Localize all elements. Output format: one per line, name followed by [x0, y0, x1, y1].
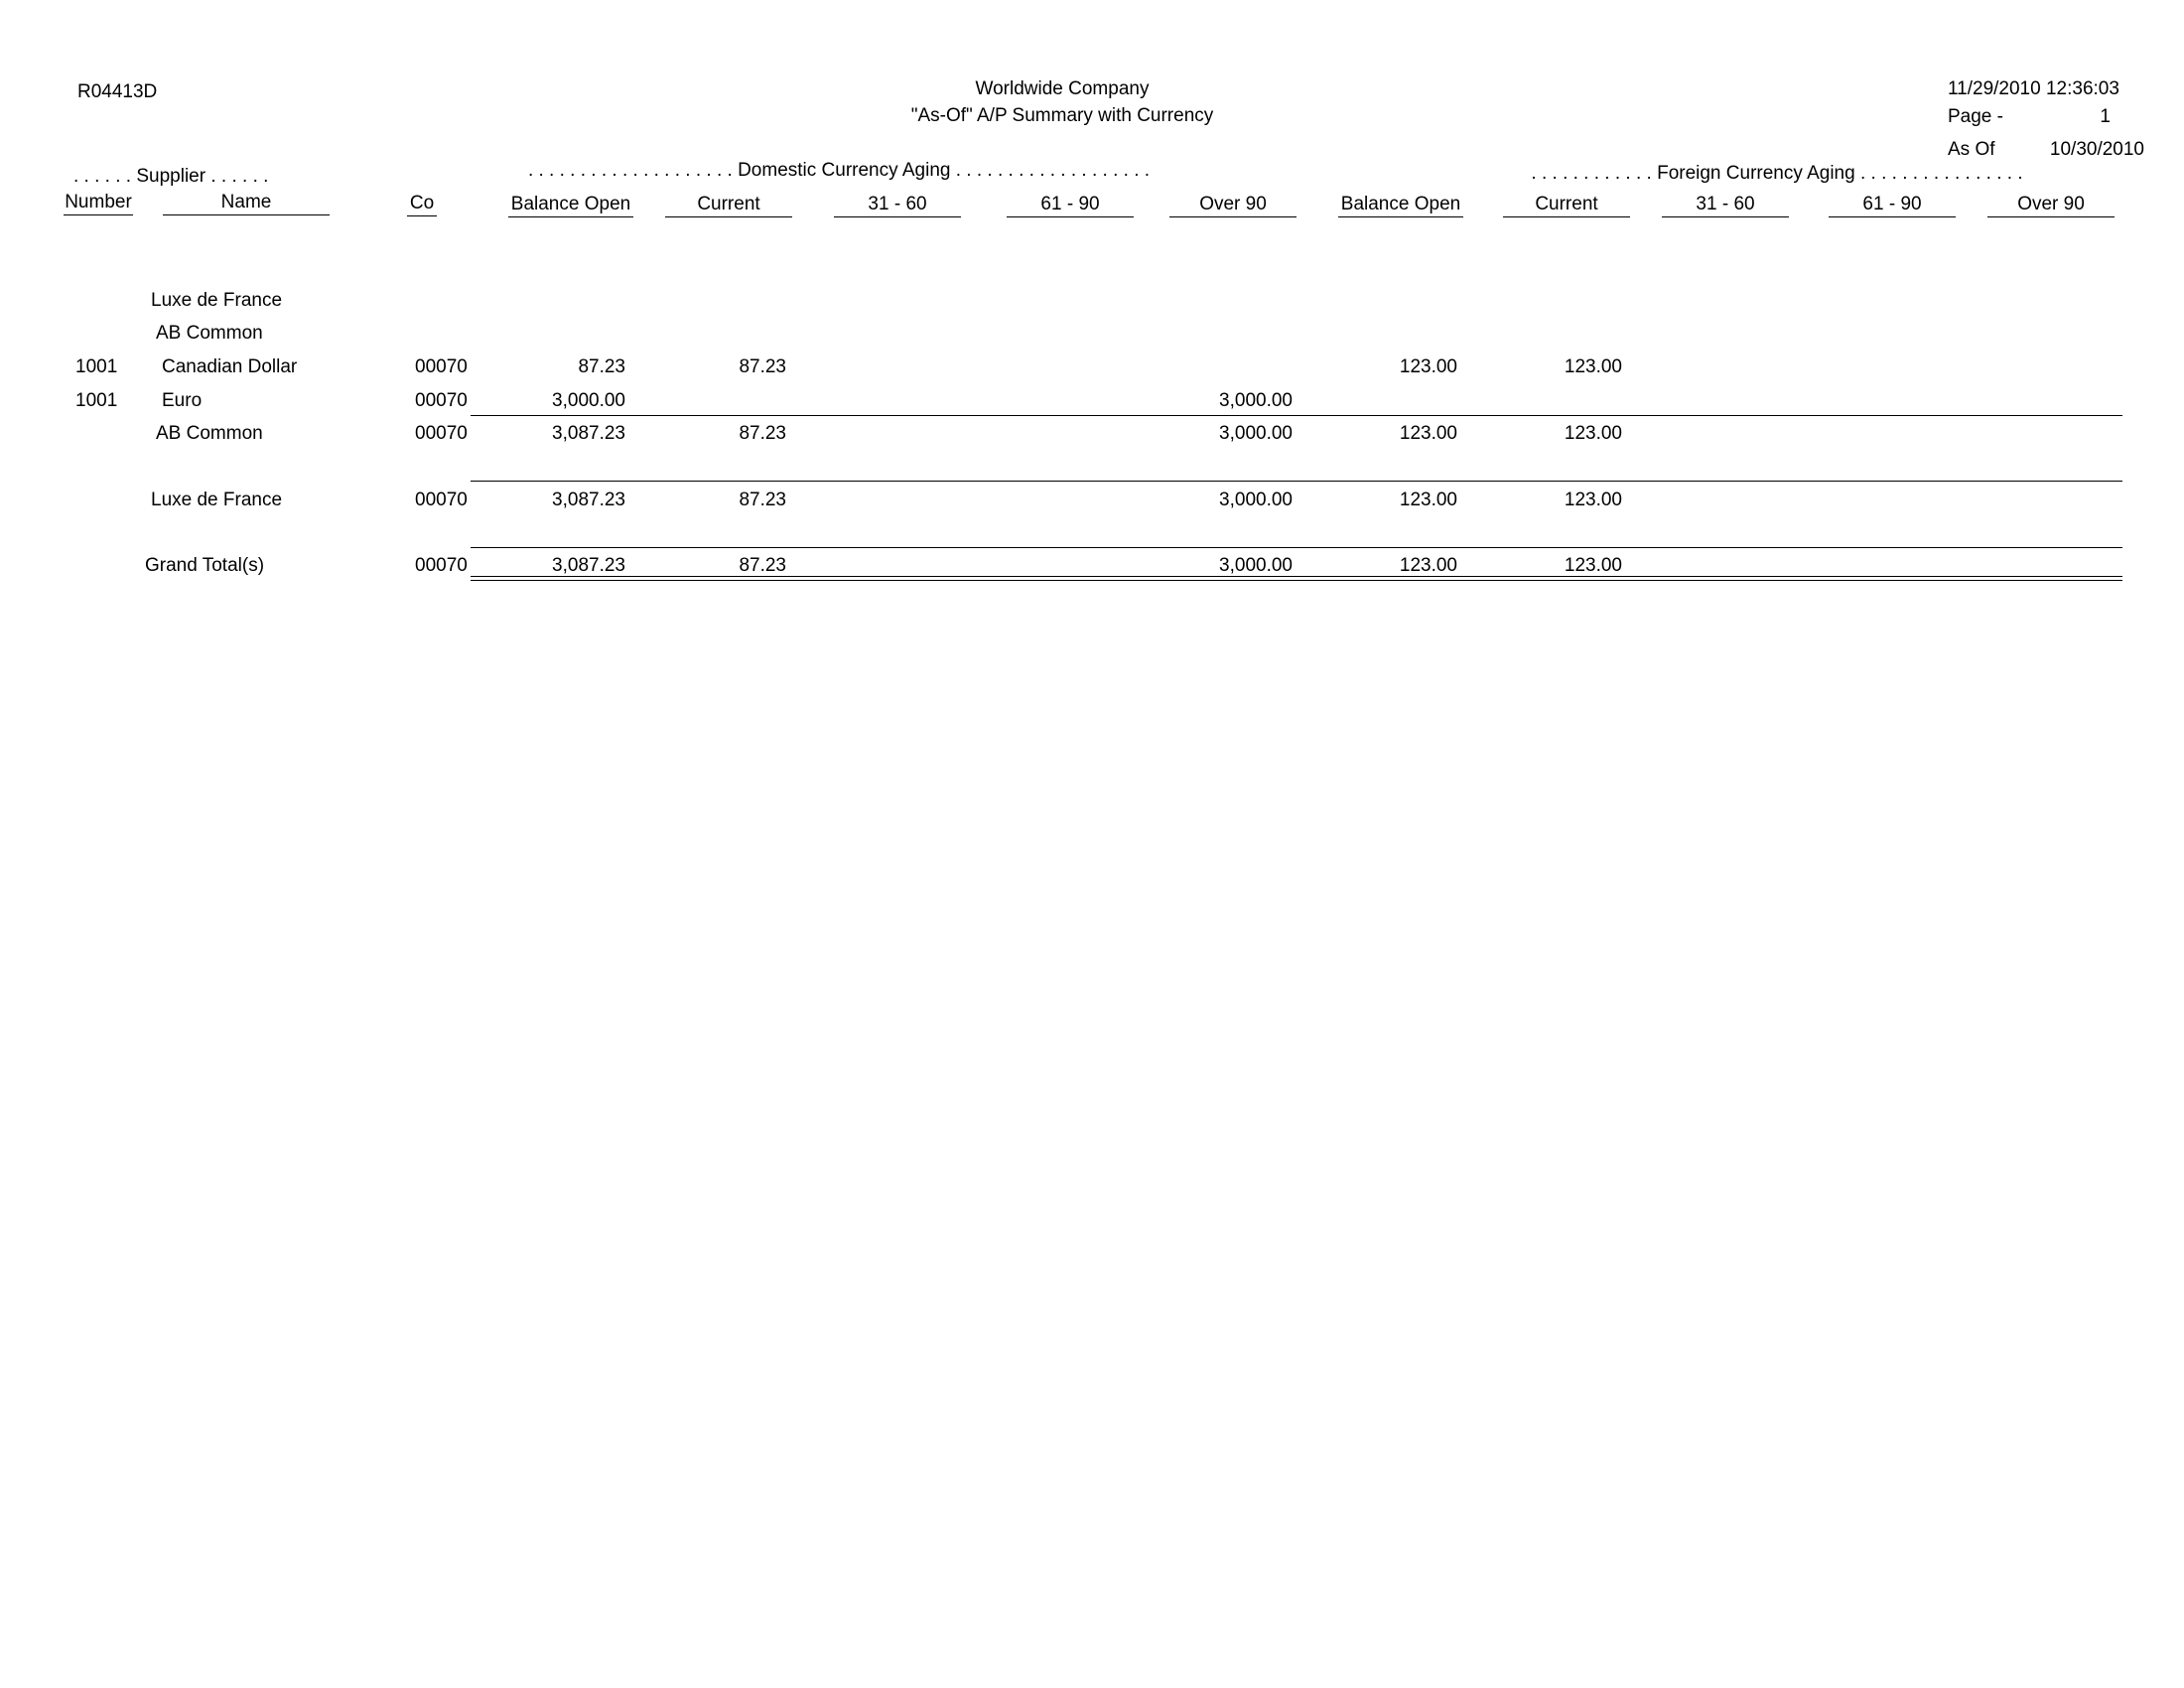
- grand-total-rule-top: [471, 547, 2122, 548]
- cell-for-balance: 123.00: [1399, 490, 1457, 510]
- cell-number: 1001: [75, 390, 118, 411]
- cell-name: Euro: [162, 390, 203, 411]
- cell-for-current: 123.00: [1564, 555, 1622, 576]
- cell-dom-current: 87.23: [739, 490, 786, 510]
- as-of-date: 10/30/2010: [2049, 139, 2144, 160]
- supplier-group-header: . . . . . . Supplier . . . . . .: [73, 166, 269, 187]
- report-id: R04413D: [77, 81, 158, 102]
- cell-dom-balance: 87.23: [578, 356, 625, 377]
- col-header-dom-current: Current: [665, 194, 792, 217]
- col-header-co: Co: [407, 193, 437, 216]
- subgroup-label: AB Common: [156, 323, 263, 344]
- subtotal-rule: [471, 415, 2122, 416]
- grand-total-double-rule-2: [471, 580, 2122, 581]
- cell-dom-balance: 3,087.23: [552, 490, 625, 510]
- cell-name: Grand Total(s): [145, 555, 265, 576]
- col-header-for-31-60: 31 - 60: [1662, 194, 1789, 217]
- group-total-rule: [471, 481, 2122, 482]
- cell-co: 00070: [415, 356, 468, 377]
- cell-name: AB Common: [156, 423, 263, 444]
- cell-dom-current: 87.23: [739, 423, 786, 444]
- foreign-aging-group-header: . . . . . . . . . . . . Foreign Currency Aging . . . . . . . . . . . . . . . .: [1531, 163, 2023, 184]
- cell-co: 00070: [415, 490, 468, 510]
- grand-total-double-rule-1: [471, 576, 2122, 577]
- cell-name: Luxe de France: [151, 490, 283, 510]
- report-title: "As-Of" A/P Summary with Currency: [910, 105, 1214, 126]
- cell-for-balance: 123.00: [1399, 423, 1457, 444]
- col-header-for-61-90: 61 - 90: [1829, 194, 1956, 217]
- cell-name: Canadian Dollar: [162, 356, 298, 377]
- cell-dom-balance: 3,087.23: [552, 423, 625, 444]
- cell-for-current: 123.00: [1564, 356, 1622, 377]
- col-header-name: Name: [163, 192, 330, 215]
- page-number: 1: [2100, 106, 2111, 127]
- col-header-dom-over90: Over 90: [1169, 194, 1297, 217]
- cell-dom-over90: 3,000.00: [1219, 423, 1293, 444]
- cell-for-balance: 123.00: [1399, 356, 1457, 377]
- cell-for-current: 123.00: [1564, 490, 1622, 510]
- cell-dom-balance: 3,000.00: [552, 390, 625, 411]
- cell-number: 1001: [75, 356, 118, 377]
- company-name: Worldwide Company: [975, 78, 1150, 99]
- col-header-dom-balance: Balance Open: [508, 194, 633, 217]
- cell-dom-balance: 3,087.23: [552, 555, 625, 576]
- domestic-aging-group-header: . . . . . . . . . . . . . . . . . . . . Domestic Currency Aging . . . . . . . . . . . . . . . . . . .: [527, 160, 1151, 181]
- col-header-for-balance: Balance Open: [1338, 194, 1463, 217]
- cell-co: 00070: [415, 390, 468, 411]
- page-label: Page -: [1948, 106, 2003, 127]
- run-datetime: 11/29/2010 12:36:03: [1948, 78, 2119, 99]
- cell-dom-over90: 3,000.00: [1219, 490, 1293, 510]
- as-of-label: As Of: [1948, 139, 1995, 160]
- col-header-for-over90: Over 90: [1987, 194, 2115, 217]
- cell-dom-current: 87.23: [739, 555, 786, 576]
- cell-co: 00070: [415, 423, 468, 444]
- cell-for-balance: 123.00: [1399, 555, 1457, 576]
- cell-dom-over90: 3,000.00: [1219, 555, 1293, 576]
- col-header-for-current: Current: [1503, 194, 1630, 217]
- cell-for-current: 123.00: [1564, 423, 1622, 444]
- group-label: Luxe de France: [151, 290, 283, 311]
- col-header-dom-31-60: 31 - 60: [834, 194, 961, 217]
- col-header-number: Number: [64, 192, 133, 215]
- col-header-dom-61-90: 61 - 90: [1007, 194, 1134, 217]
- cell-dom-over90: 3,000.00: [1219, 390, 1293, 411]
- cell-co: 00070: [415, 555, 468, 576]
- cell-dom-current: 87.23: [739, 356, 786, 377]
